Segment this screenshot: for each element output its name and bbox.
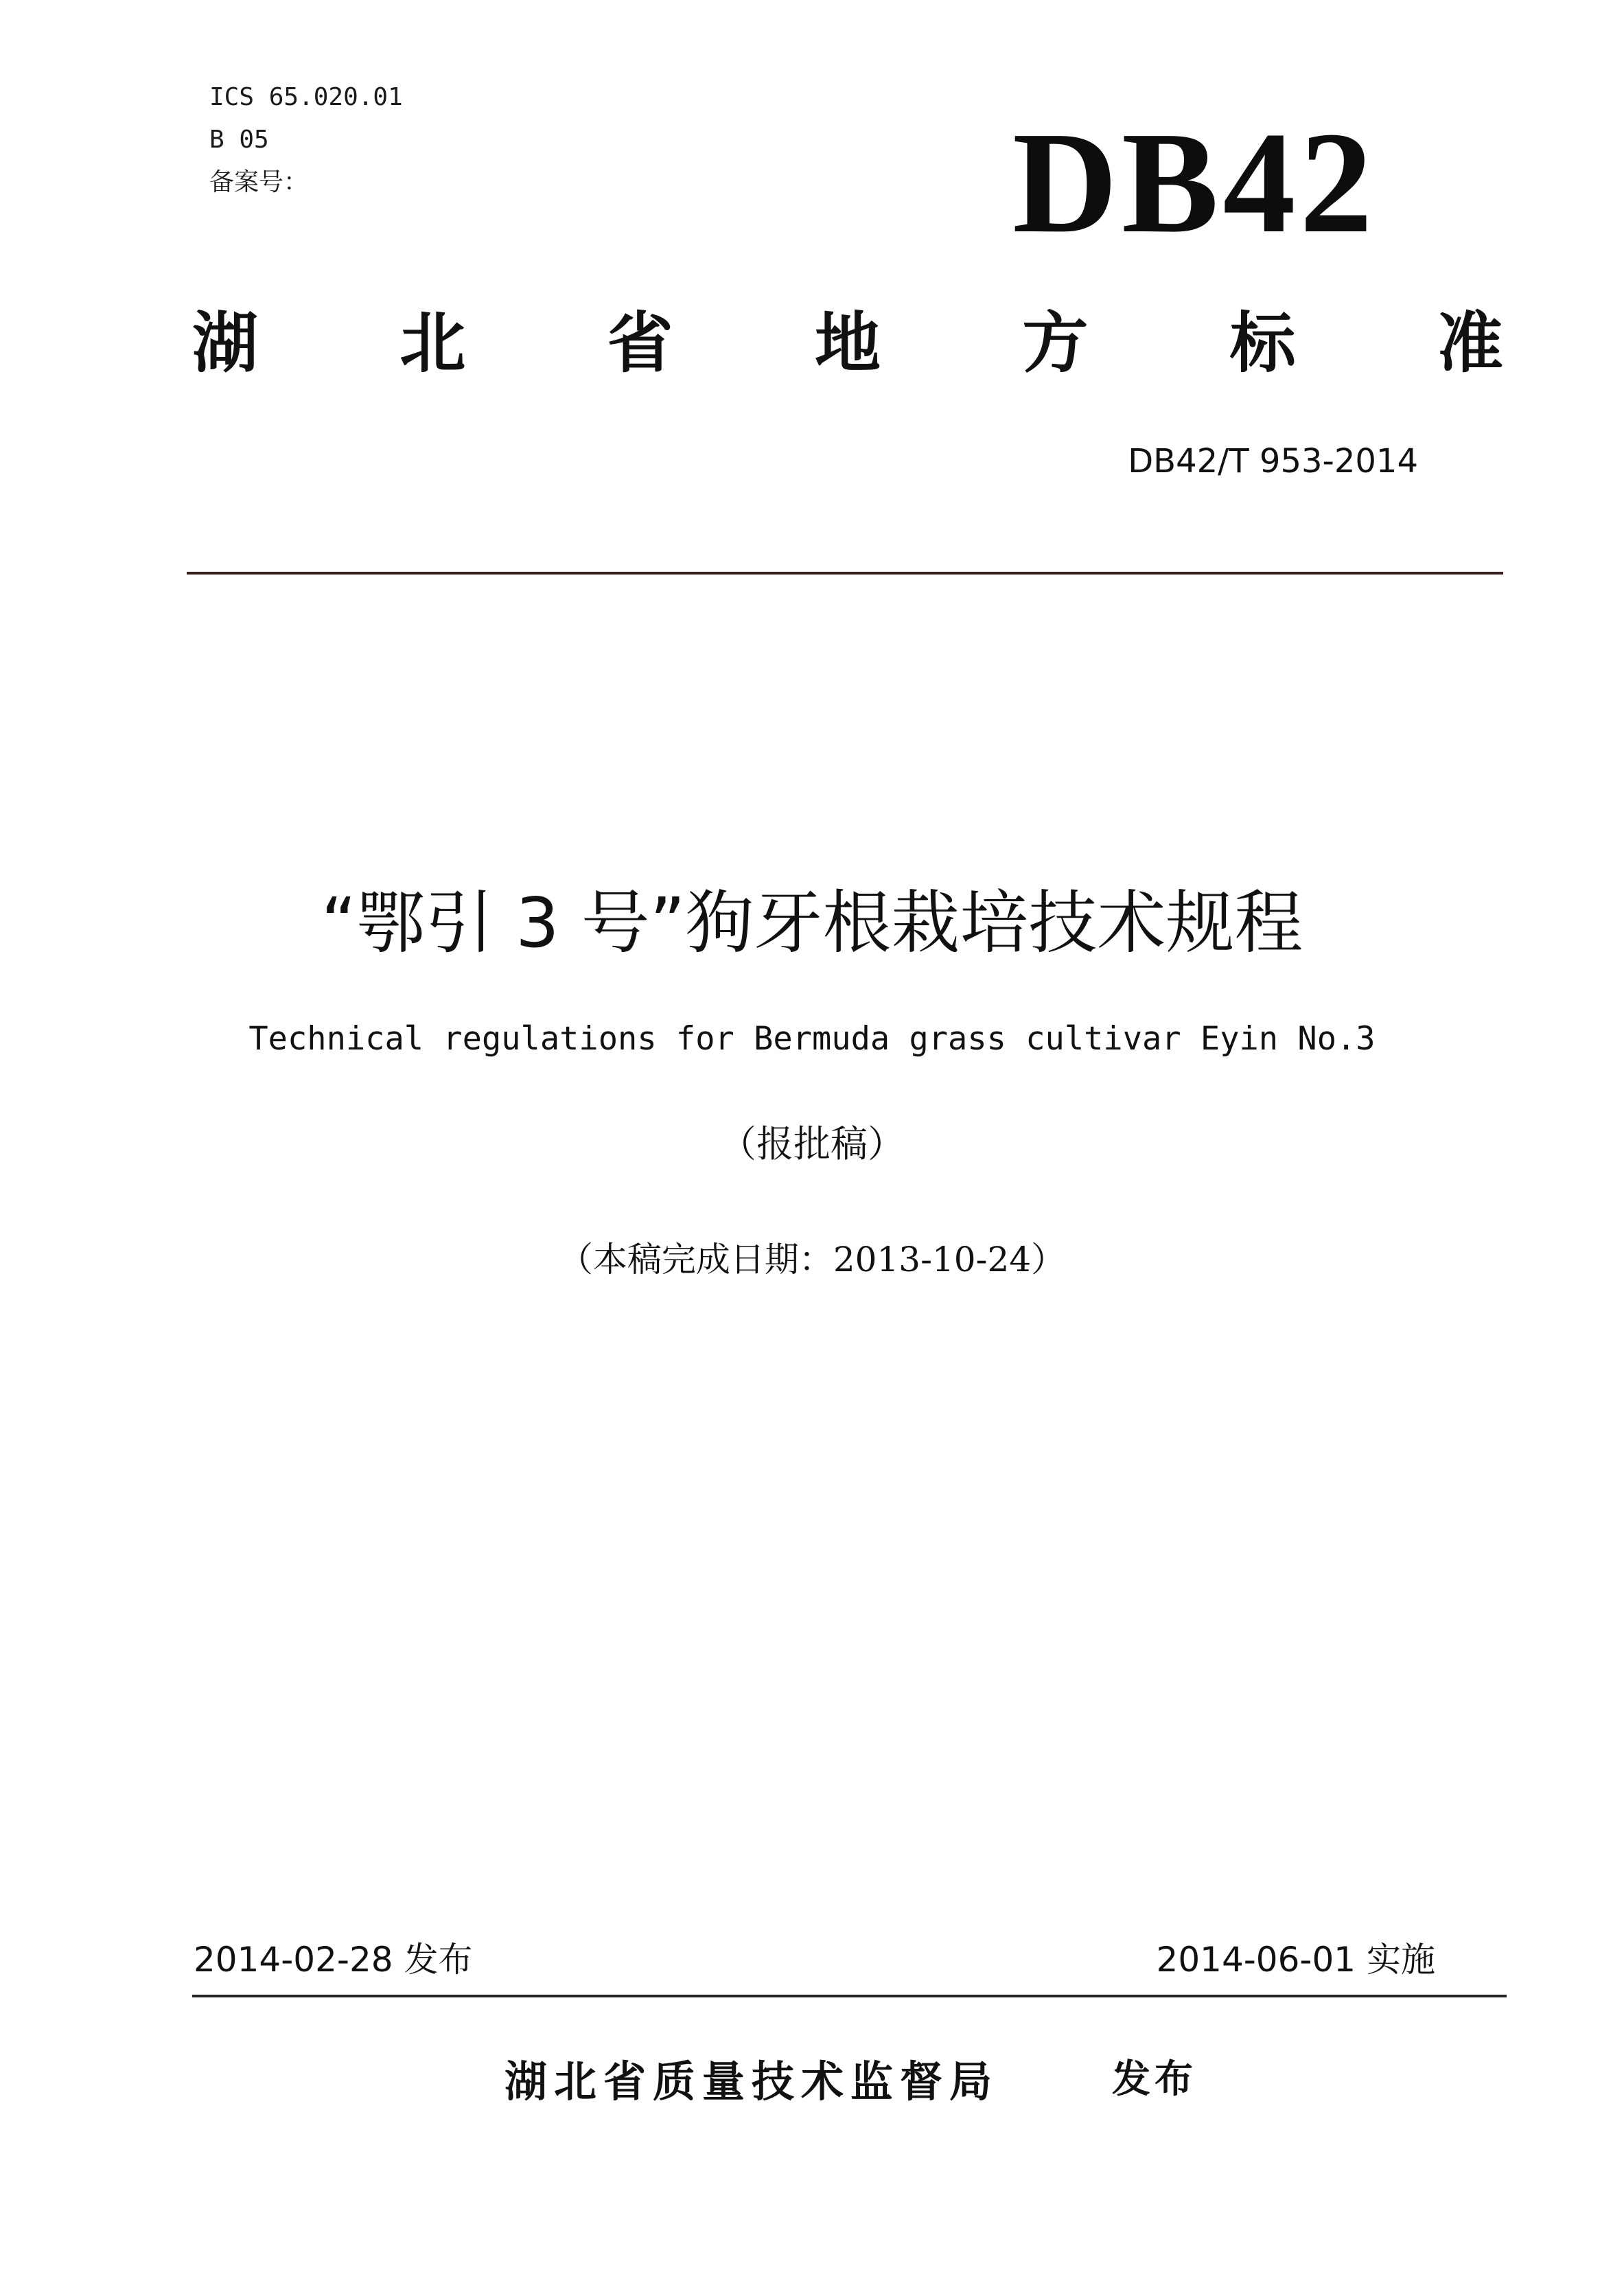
issuing-authority-suffix: 发布 [1112, 2057, 1197, 2102]
ccs-code: B 05 [209, 126, 269, 154]
document-title-english: Technical regulations for Bermuda grass cultivar Eyin No.3 [248, 1020, 1376, 1058]
db42-logo: DB42 [1012, 102, 1377, 263]
issuing-authority: 湖北省质量技术监督局 [504, 2056, 999, 2107]
banner-char: 地 [814, 304, 881, 382]
banner-char: 标 [1229, 304, 1296, 382]
document-title-chinese: “鄂引 3 号”狗牙根栽培技术规程 [321, 883, 1303, 963]
top-divider [187, 572, 1503, 575]
implementation-date: 2014-06-01 实施 [1156, 1940, 1435, 1980]
publish-date: 2014-02-28 发布 [194, 1940, 473, 1980]
banner-char: 湖 [192, 304, 258, 382]
draft-status-label: （报批稿） [719, 1122, 905, 1166]
banner-char: 省 [607, 304, 673, 382]
standard-type-banner [192, 297, 1503, 382]
standard-number: DB42/T 953-2014 [1128, 442, 1418, 480]
banner-char: 方 [1022, 304, 1089, 382]
record-number-label: 备案号： [209, 168, 309, 196]
completion-date-note: （本稿完成日期：2013-10-24） [558, 1240, 1066, 1279]
ics-code: ICS 65.020.01 [209, 83, 403, 111]
banner-char: 北 [399, 304, 466, 382]
banner-char: 准 [1437, 304, 1503, 382]
bottom-divider [192, 1995, 1507, 1997]
